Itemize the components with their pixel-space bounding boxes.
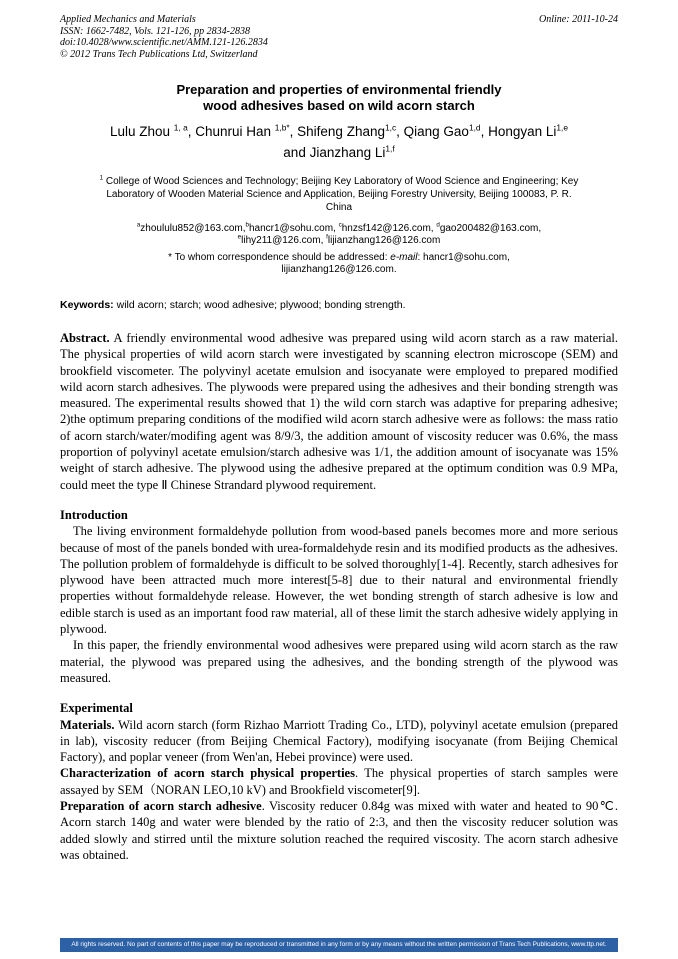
authors-line2: and Jianzhang Li$^{1,f}$ [283,143,395,160]
correspondence-line2: lijianzhang126@126.com. [281,263,397,275]
affiliation: $^1$ College of Wood Sciences and Technology; Beijing Key Laboratory of Wood Science and Engineering; Key Laboratory of Wooden Material Science and Application, Beijing Forestry University, Beijing 100083, P. R. China [99,174,579,213]
introduction-para2: In this paper, the friendly environmental wood adhesives were prepared using wild acorn starch as the raw material, the plywood was prepared using the adhesives, and the bonding strength of the plywood was measured. [60,638,618,685]
introduction-para1: The living environment formaldehyde pollution from wood-based panels becomes more and more serious because of most of the panels bonded with urea-formaldehyde resin and its modified products as the adhesives. The pollution problem of formaldehyde is difficult to be solved thoroughly[1-4]. Recently, starch adhesives for plywood have been attracted much more interest[5-8] due to their natural and environmental friendly properties without formaldehyde release. However, the wet bonding strength of starch adhesive is low and edible starch is used as an important food raw material, all of these limit the starch adhesive widely applying in plywood. [60,524,618,637]
emails-line2: $^e$lihy211@126.com, $^f$lijianzhang126@126.com [237,233,441,246]
authors-line1: Lulu Zhou $^{1, a}$, Chunrui Han $^{1,b*}$, Shifeng Zhang$^{1,c}$, Qiang Gao$^{1,d}$, Hongyan Li$^{1,e}$ [109,122,568,139]
paper-title-line1: Preparation and properties of environmental friendly [176,82,502,97]
correspondence-note [60,252,618,275]
section-heading-experimental: Experimental [60,701,133,716]
experimental-preparation-paragraph: Preparation of acorn starch adhesive. Viscosity reducer 0.84g was mixed with water and heated to 90℃. Acorn starch 140g and water were blended by the ratio of 2:3, and then the viscosity reducer solution was added slowly and stirred until the mixture solution reached the required viscosity. The acorn starch adhesive was obtained. [60,799,618,862]
keywords-text: wild acorn; starch; wood adhesive; plywood; bonding strength. [113,299,406,311]
journal-header-row1 [60,14,618,26]
doi-line: doi:10.4028/www.scientific.net/AMM.121-126.2834 [60,37,268,48]
rights-footer: All rights reserved. No part of contents of this paper may be reproduced or transmitted in any form or by any means without the written permission of Trans Tech Publications, www.ttp.net. [60,938,618,952]
journal-name: Applied Mechanics and Materials [60,14,196,25]
experimental-materials-paragraph: Materials. Wild acorn starch (form Rizhao Marriott Trading Co., LTD), polyvinyl acetate emulsion (prepared in lab), viscosity reducer (from Beijing Chemical Factory), modifying isocyanate (from Beijing Chemical Factory), and poplar veneer (from Wen'an, Hebei province) were used. [60,717,618,765]
paper-title-line2: wood adhesives based on wild acorn starch [203,98,475,113]
online-date: Online: 2011-10-24 [539,14,618,25]
experimental-characterization-paragraph: Characterization of acorn starch physical properties. The physical properties of starch samples were assayed by SEM（NORAN LEO,10 kV) and Brookfield viscometer[9]. [60,766,618,797]
keywords-label: Keywords: [60,299,114,311]
journal-header [60,14,618,60]
copyright-line: © 2012 Trans Tech Publications Ltd, Switzerland [60,48,258,60]
paper-title [60,82,618,114]
abstract-paragraph: Abstract. A friendly environmental wood adhesive was prepared using wild acorn starch as a raw material. The physical properties of wild acorn starch were investigated by scanning electron microscope (SEM) and brookfield viscometer. The polyvinyl acetate emulsion and isocyanate were employed to prepared modified wild acorn starch adhesives. The plywoods were prepared using the adhesives and their bonding strength was measured. The experimental results showed that 1) the wild corn starch was adaptive for preparing adhesive; 2)the optimum preparing conditions of the modified wild acorn starch adhesive were as follows: the mass ratio of acorn starch/water/modifing agent was 8/9/3, the addition amount of viscosity reducer was 0.6%, the mass proportion of polyvinyl acetate emulsion/starch adhesive was 1/1, the addition amount of isocyanate was 15% weight of starch adhesive. The plywood using the adhesive prepared at the optimum condition was 0.9 MPa, could meet the type Ⅱ Chinese Strandard plywood requirement. [60,331,618,492]
keywords [60,299,618,312]
section-heading-introduction: Introduction [60,507,128,522]
emails-line1: $^a$zhoululu852@163.com,$^b$hancr1@sohu.com, $^c$hnzsf142@126.com, $^d$gao200482@163.com, [136,221,542,234]
authors [60,121,618,163]
issn-line: ISSN: 1662-7482, Vols. 121-126, pp 2834-2838 [60,25,250,37]
correspondence-line1: * To whom correspondence should be addressed: e-mail: hancr1@sohu.com, [168,252,510,263]
author-emails [60,223,618,246]
